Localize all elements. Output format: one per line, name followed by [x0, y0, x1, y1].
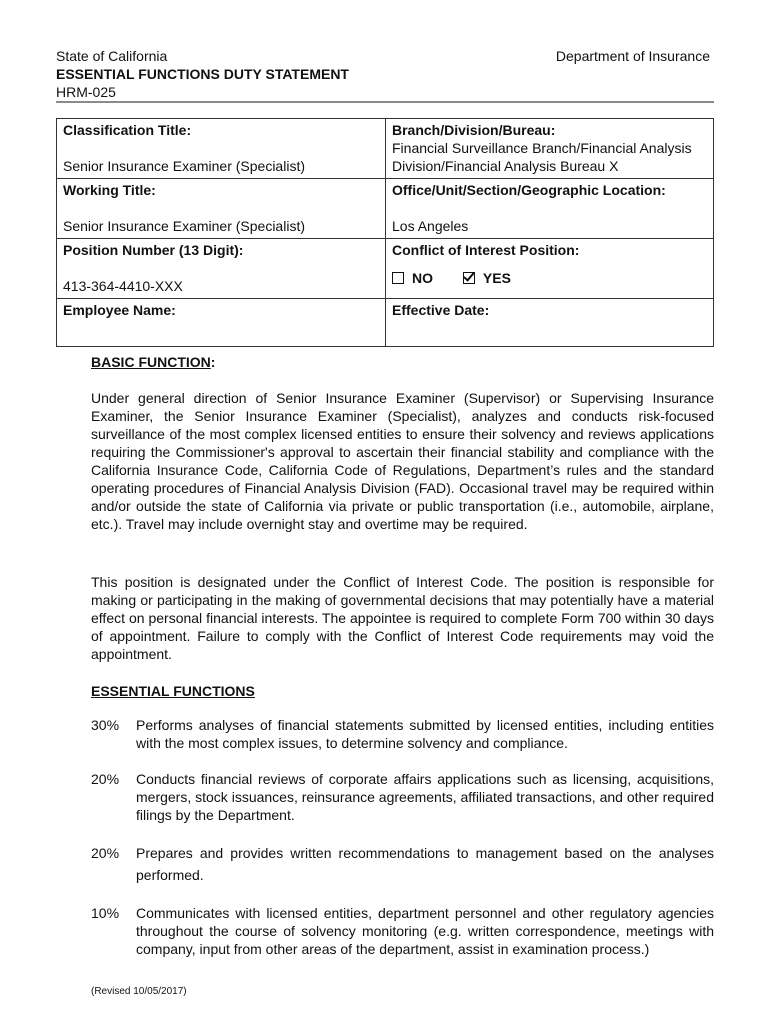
essential-functions-heading — [91, 682, 714, 700]
duty-percent: 20% — [91, 845, 120, 861]
table-row — [57, 239, 714, 299]
essential-functions-title: ESSENTIAL FUNCTIONS — [91, 683, 255, 699]
list-item — [91, 842, 714, 886]
state-name: State of California — [56, 48, 168, 64]
working-title-cell — [57, 179, 386, 239]
basic-function-title: BASIC FUNCTION — [91, 354, 211, 370]
employee-name-cell — [57, 299, 386, 347]
table-row — [57, 179, 714, 239]
unchecked-box-icon[interactable] — [392, 272, 404, 284]
duty-percent: 30% — [91, 717, 120, 733]
duty-text: Performs analyses of financial statements submitted by licensed entities, including entities with the most complex issues, to determine solvency and compliance. — [136, 717, 714, 751]
duty-text: Conducts financial reviews of corporate affairs applications such as licensing, acquisitions, mergers, stock issuances, reinsurance agreements, affiliated transactions, and other required filings by the Department. — [136, 771, 714, 823]
employee-name-label: Employee Name: — [63, 302, 176, 318]
office-label: Office/Unit/Section/Geographic Location: — [392, 182, 666, 198]
form-number: HRM-025 — [56, 84, 116, 100]
duty-percent: 10% — [91, 905, 120, 921]
branch-label: Branch/Division/Bureau: — [392, 122, 556, 138]
conflict-cell — [386, 239, 714, 299]
basic-function-paragraph-1: Under general direction of Senior Insurance Examiner (Supervisor) or Supervising Insurance Examiner, the Senior Insurance Examiner (Specialist), analyzes and conducts risk-focused surveillance of the most complex licensed entities to ensure their solvency and reviews applications requiring the Commissioner's approval to ascertain their financial stability and compliance with the California Insurance Code, California Code of Regulations, Department’s rules and the standard operating procedures of Financial Analysis Division (FAD). Occasional travel may be required within and/or outside the state of California via private or public transportation (i.e., automobile, airplane, etc.). Travel may include overnight stay and overtime may be required. — [91, 390, 714, 532]
working-title-label: Working Title: — [63, 182, 156, 198]
table-row — [57, 299, 714, 347]
effective-date-cell — [386, 299, 714, 347]
basic-function-paragraph-2: This position is designated under the Conflict of Interest Code. The position is responsible for making or participating in the making of governmental decisions that may potentially have a material effect on personal financial interests. The appointee is required to complete Form 700 within 30 days of appointment. Failure to comply with the Conflict of Interest Code requirements may void the appointment. — [91, 574, 714, 662]
effective-date-label: Effective Date: — [392, 302, 490, 318]
office-cell — [386, 179, 714, 239]
working-title-value: Senior Insurance Examiner (Specialist) — [63, 218, 305, 234]
conflict-yes-label: YES — [482, 270, 511, 286]
duty-percent: 20% — [91, 771, 120, 787]
revision-date: (Revised 10/05/2017) — [91, 986, 187, 997]
department-name: Department of Insurance — [555, 48, 710, 64]
header-divider — [56, 101, 714, 103]
conflict-yes-option[interactable] — [463, 269, 511, 287]
duty-text: Communicates with licensed entities, department personnel and other regulatory agencies throughout the course of solvency monitoring (e.g. written correspondence, meetings with company, input from other areas of the department, assist in examination process.) — [136, 905, 714, 957]
branch-value: Financial Surveillance Branch/Financial Analysis Division/Financial Analysis Bureau X — [392, 140, 692, 174]
table-row — [57, 119, 714, 179]
form-title: ESSENTIAL FUNCTIONS DUTY STATEMENT — [56, 66, 349, 82]
classification-title-label: Classification Title: — [63, 122, 192, 138]
list-item — [91, 770, 714, 824]
conflict-label: Conflict of Interest Position: — [392, 242, 580, 258]
duty-text: Prepares and provides written recommendations to management based on the analyses performed. — [136, 845, 714, 883]
office-value: Los Angeles — [392, 218, 469, 234]
list-item — [91, 904, 714, 958]
branch-cell — [386, 119, 714, 179]
position-number-value: 413-364-4410-XXX — [63, 278, 183, 294]
position-number-cell — [57, 239, 386, 299]
conflict-no-label: NO — [412, 270, 433, 286]
conflict-no-option[interactable] — [392, 269, 433, 287]
classification-title-cell — [57, 119, 386, 179]
form-header — [56, 47, 349, 101]
position-number-label: Position Number (13 Digit): — [63, 242, 244, 258]
checked-box-icon[interactable] — [463, 272, 475, 284]
basic-function-title-suffix: : — [210, 354, 216, 370]
classification-title-value: Senior Insurance Examiner (Specialist) — [63, 158, 305, 174]
list-item — [91, 716, 714, 752]
position-info-table — [56, 118, 714, 347]
basic-function-heading — [91, 353, 714, 371]
